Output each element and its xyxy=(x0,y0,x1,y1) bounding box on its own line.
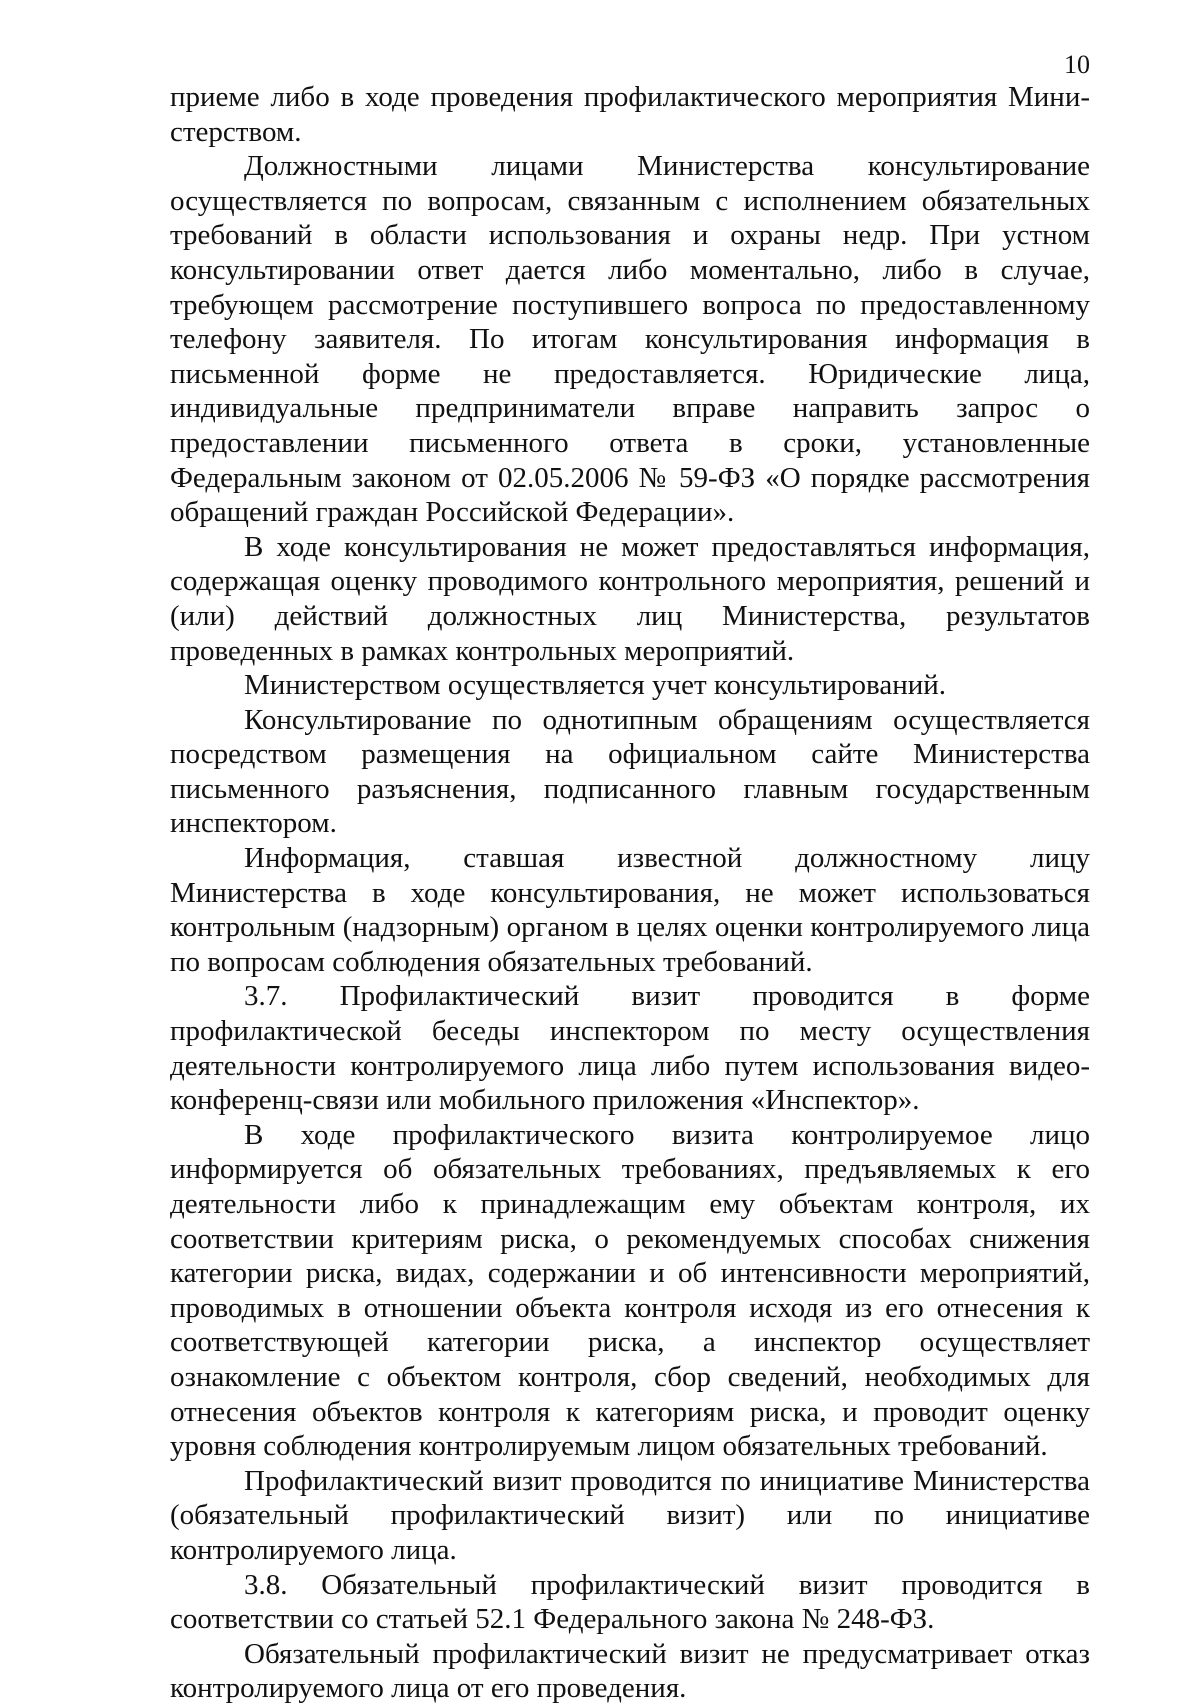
paragraph-similar-requests: Консультирование по однотипным обращениям осуществляется посредством размещения на официальном сайте Министерства письменного разъяснения, подписанного главным государственным инспектором. xyxy=(170,703,1090,840)
paragraph-3-8-mandatory-visit: 3.8. Обязательный профилактический визит проводится в соответствии со статьей 52.1 Федерального закона № 248-ФЗ. xyxy=(170,1568,1090,1636)
paragraph-visit-content: В ходе профилактического визита контролируемое лицо информируется об обязательных требованиях, предъявляемых к его деятельности либо к принадлежащим ему объектам контроля, их соответствии критериям риска, о рекомендуемых способах снижения категории риска, видах, содержании и об интенсивности мероприятий, проводимых в отношении объекта контроля исходя из его отнесения к соответствующей категории риска, а инспектор осуществляет ознакомление с объектом контроля, сбор сведений, необходимых для отнесения объектов контроля к категориям риска, и проводит оценку уровня соблюдения контролируемым лицом обязательных требований. xyxy=(170,1118,1090,1463)
paragraph-3-7-preventive-visit: 3.7. Профилактический визит проводится в форме профилактической беседы инспектором по месту осуществления деятельности контролируемого лица либо путем использования видео-конференц-связи или мобильного приложения «Инспектор». xyxy=(170,980,1090,1117)
paragraph-continuation: приеме либо в ходе проведения профилактического мероприятия Мини-стерством. xyxy=(170,81,1090,148)
paragraph-information-use: Информация, ставшая известной должностному лицу Министерства в ходе консультирования, не может использоваться контрольным (надзорным) органом в целях оценки контролируемого лица по вопросам соблюдения обязательных требований. xyxy=(170,842,1090,978)
paragraph-no-refusal: Обязательный профилактический визит не предусматривает отказ контролируемого лица от его проведения. xyxy=(170,1637,1090,1705)
paragraph-consultation-accounting: Министерством осуществляется учет консультирований. xyxy=(244,669,947,702)
page-number: 10 xyxy=(1064,50,1090,79)
document-body xyxy=(170,80,1090,1706)
paragraph-consultation-restrictions: В ходе консультирования не может предоставляться информация, содержащая оценку проводимого контрольного мероприятия, решений и (или) действий должностных лиц Министерства, результатов проведенных в рамках контрольных мероприятий. xyxy=(170,530,1090,667)
paragraph-consultation-topics: Должностными лицами Министерства консультирование осуществляется по вопросам, связанным с исполнением обязательных требований в области использования и охраны недр. При устном консультировании ответ дается либо моментально, либо в случае, требующем рассмотрение поступившего вопроса по предоставленному телефону заявителя. По итогам консультирования информация в письменной форме не предоставляется. Юридические лица, индивидуальные предприниматели вправе направить запрос о предоставлении письменного ответа в сроки, установленные Федеральным законом от 02.05.2006 № 59-ФЗ «О порядке рассмотрения обращений граждан Российской Федерации». xyxy=(170,150,1090,529)
paragraph-visit-initiative: Профилактический визит проводится по инициативе Министерства (обязательный профилактический визит) или по инициативе контролируемого лица. xyxy=(170,1464,1090,1566)
